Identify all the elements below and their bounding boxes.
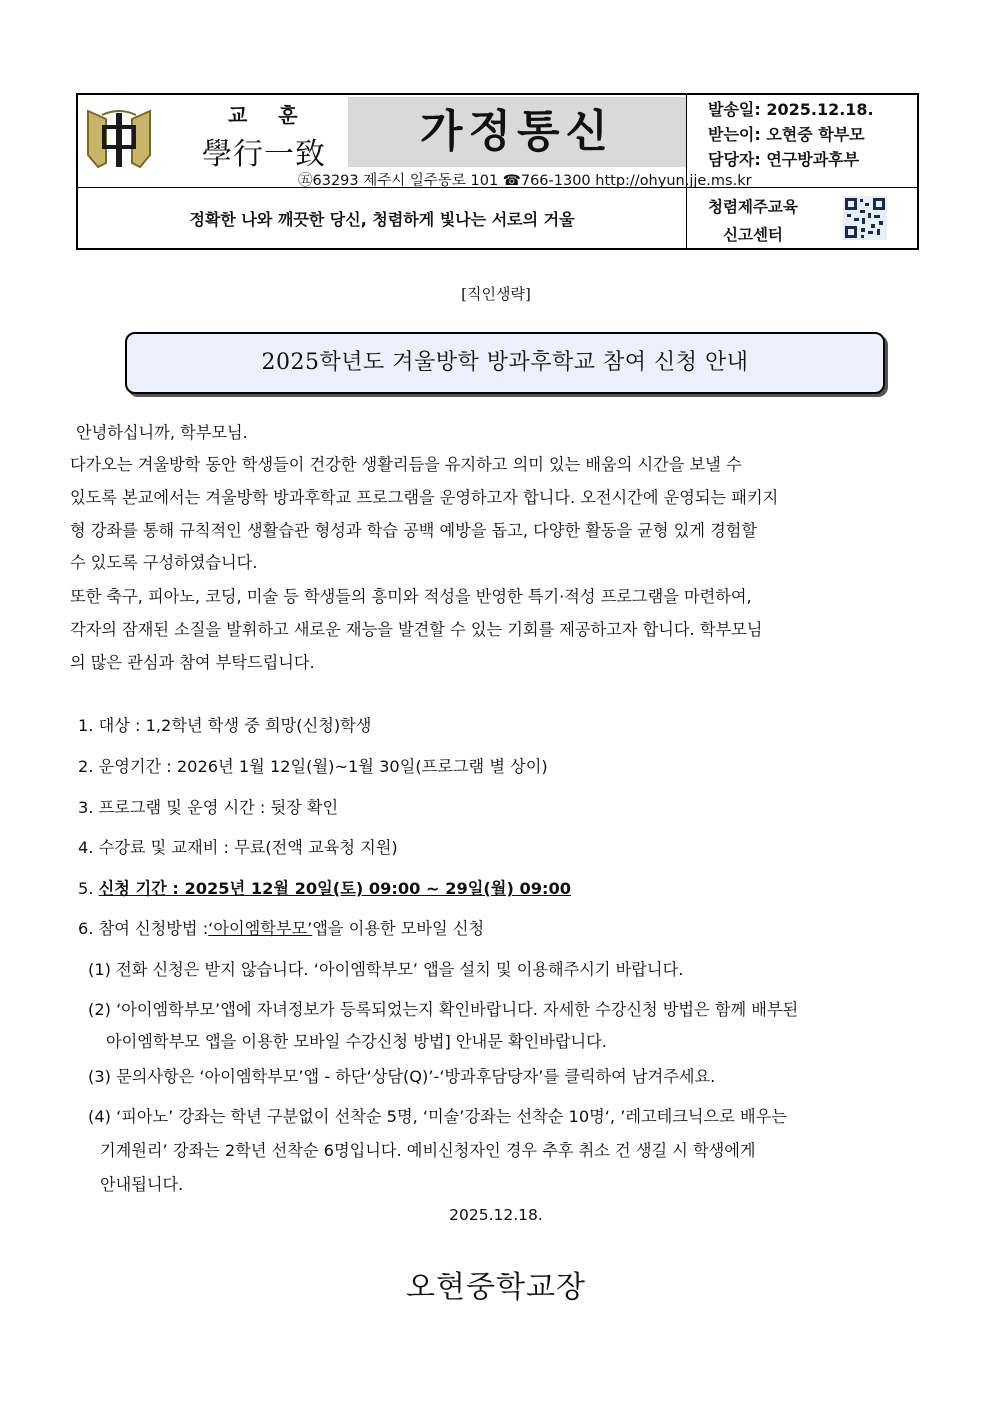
note-item: (4) ‘피아노’ 강좌는 학년 구분없이 선착순 5명, ‘미술’강좌는 선착순 10명‘, ’레고테크닉으로 배우는 <box>88 1107 787 1126</box>
issue-date: 2025.12.18. <box>449 1206 543 1224</box>
note-item: 아이엠학부모 앱을 이용한 모바일 수강신청 방법] 안내문 확인바랍니다. <box>106 1032 607 1051</box>
paragraph-line: 각자의 잠재된 소질을 발휘하고 새로운 재능을 발견할 수 있는 기회를 제공하고자 합니다. 학부모님 <box>70 620 763 639</box>
list-item: 3. 프로그램 및 운영 시간 : 뒷장 확인 <box>78 798 339 817</box>
motto-label: 교 훈 <box>228 103 310 127</box>
paragraph-line: 또한 축구, 피아노, 코딩, 미술 등 학생들의 흥미와 적성을 반영한 특기·적성 프로그램을 마련하여, <box>70 587 752 606</box>
paragraph-line: 있도록 본교에서는 겨울방학 방과후학교 프로그램을 운영하고자 합니다. 오전시간에 운영되는 패키지 <box>70 488 779 507</box>
greeting: 안녕하십니까, 학부모님. <box>76 423 248 442</box>
list-text: 6. 참여 신청방법 : <box>78 919 209 938</box>
list-item: 2. 운영기간 : 2026년 1월 12일(월)~1월 30일(프로그램 별 상이) <box>78 757 548 776</box>
header-divider <box>686 187 687 248</box>
note-item: (2) ‘아이엠학부모’앱에 자녀정보가 등록되었는지 확인바랍니다. 자세한 수강신청 방법은 함께 배부된 <box>88 1000 799 1019</box>
list-text: 앱을 이용한 모바일 신청 <box>312 919 485 938</box>
motto-text: 學行一致 <box>202 137 326 172</box>
note-item: (3) 문의사항은 ‘아이엠학부모’앱 - 하단‘상담(Q)’-‘방과후담당자’를 클릭하여 남겨주세요. <box>88 1067 716 1086</box>
report-center-label: 청렴제주교육 <box>708 198 798 216</box>
manager: 담당자: 연구방과후부 <box>708 150 860 169</box>
principal-signature: 오현중학교장 <box>406 1270 586 1305</box>
note-item: 기계원리’ 강좌는 2학년 선착순 6명입니다. 예비신청자인 경우 추후 취소 건 생길 시 학생에게 <box>100 1141 756 1160</box>
list-number: 5. <box>78 879 99 898</box>
paragraph-line: 형 강좌를 통해 규칙적인 생활습관 형성과 학습 공백 예방을 돕고, 다양한 활동을 균형 있게 경험할 <box>70 521 758 540</box>
report-center-label: 신고센터 <box>723 226 783 244</box>
seal-omitted-note: [직인생략] <box>461 285 531 303</box>
list-item: 1. 대상 : 1,2학년 학생 중 희망(신청)학생 <box>78 716 372 735</box>
qr-code-icon[interactable] <box>843 196 887 240</box>
note-item: (1) 전화 신청은 받지 않습니다. ‘아이엠학부모’ 앱을 설치 및 이용해주시기 바랍니다. <box>88 960 684 979</box>
paragraph-line: 다가오는 겨울방학 동안 학생들이 건강한 생활리듬을 유지하고 의미 있는 배움의 시간을 보낼 수 <box>70 455 742 474</box>
app-name: ‘아이엠학부모’ <box>208 919 313 938</box>
newsletter-header <box>76 93 919 250</box>
application-period: 신청 기간 : 2025년 12월 20일(토) 09:00 ~ 29일(월) 09:00 <box>98 879 571 898</box>
paragraph-line: 의 많은 관심과 참여 부탁드립니다. <box>70 653 315 672</box>
integrity-slogan: 정확한 나와 깨끗한 당신, 청렴하게 빛나는 서로의 거울 <box>189 210 575 229</box>
send-date: 발송일: 2025.12.18. <box>708 100 874 119</box>
paragraph-line: 수 있도록 구성하였습니다. <box>70 553 258 572</box>
recipient: 받는이: 오현중 학부모 <box>708 125 865 144</box>
notice-title: 2025학년도 겨울방학 방과후학교 참여 신청 안내 <box>261 350 749 375</box>
school-emblem-icon <box>84 105 154 171</box>
school-address: ㊄63293 제주시 일주동로 101 ☎766-1300 http://ohyun.jje.ms.kr <box>298 173 752 189</box>
list-item <box>78 875 571 899</box>
list-item <box>78 915 484 939</box>
list-item: 4. 수강료 및 교재비 : 무료(전액 교육청 지원) <box>78 838 398 857</box>
page-title: 가정통신 <box>419 106 614 157</box>
note-item: 안내됩니다. <box>100 1175 184 1194</box>
